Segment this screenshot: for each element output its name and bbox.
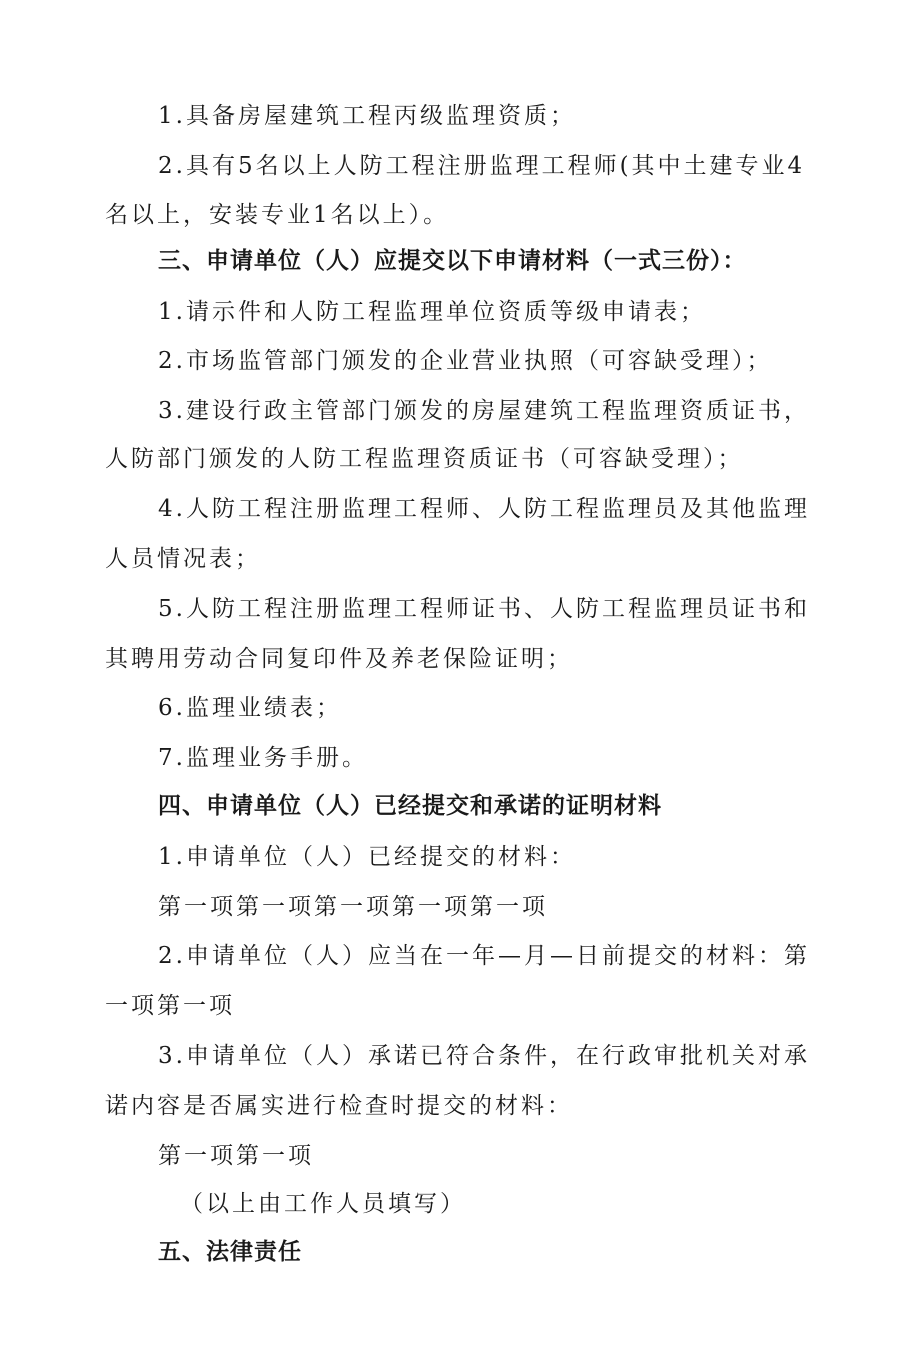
material-item-7: 7.监理业务手册。 bbox=[158, 745, 368, 771]
material-item-5-cont: 其聘用劳动合同复印件及养老保险证明； bbox=[105, 646, 573, 672]
material-item-3: 3.建设行政主管部门颁发的房屋建筑工程监理资质证书， bbox=[158, 398, 810, 424]
submitted-item-1-list: 第一项第一项第一项第一项第一项 bbox=[158, 894, 548, 920]
submitted-item-3-cont: 诺内容是否属实进行检查时提交的材料： bbox=[105, 1093, 573, 1119]
submitted-item-2-cont: 一项第一项 bbox=[105, 993, 235, 1019]
material-item-4: 4.人防工程注册监理工程师、人防工程监理员及其他监理 bbox=[158, 496, 810, 522]
material-item-6: 6.监理业绩表； bbox=[158, 695, 342, 721]
submitted-item-3-list: 第一项第一项 bbox=[158, 1143, 314, 1169]
submitted-item-3: 3.申请单位（人）承诺已符合条件，在行政审批机关对承 bbox=[158, 1043, 810, 1069]
qualification-item-2-cont: 名以上，安装专业1名以上）。 bbox=[105, 202, 450, 228]
material-item-2: 2.市场监管部门颁发的企业营业执照（可容缺受理）； bbox=[158, 348, 773, 374]
section-5-heading: 五、法律责任 bbox=[158, 1239, 302, 1265]
material-item-3-cont: 人防部门颁发的人防工程监理资质证书（可容缺受理）； bbox=[105, 446, 744, 472]
section-3-heading: 三、申请单位（人）应提交以下申请材料（一式三份）： bbox=[158, 248, 747, 274]
qualification-item-1: 1.具备房屋建筑工程丙级监理资质； bbox=[158, 103, 576, 129]
material-item-5: 5.人防工程注册监理工程师证书、人防工程监理员证书和 bbox=[158, 596, 810, 622]
staff-note: （以上由工作人员填写） bbox=[180, 1191, 466, 1217]
qualification-item-2: 2.具有5名以上人防工程注册监理工程师(其中土建专业4 bbox=[158, 153, 806, 179]
material-item-4-cont: 人员情况表； bbox=[105, 546, 261, 572]
submitted-item-2: 2.申请单位（人）应当在一年—月—日前提交的材料：第 bbox=[158, 943, 810, 969]
submitted-item-1: 1.申请单位（人）已经提交的材料： bbox=[158, 844, 576, 870]
material-item-1: 1.请示件和人防工程监理单位资质等级申请表； bbox=[158, 299, 706, 325]
section-4-heading: 四、申请单位（人）已经提交和承诺的证明材料 bbox=[158, 793, 662, 819]
